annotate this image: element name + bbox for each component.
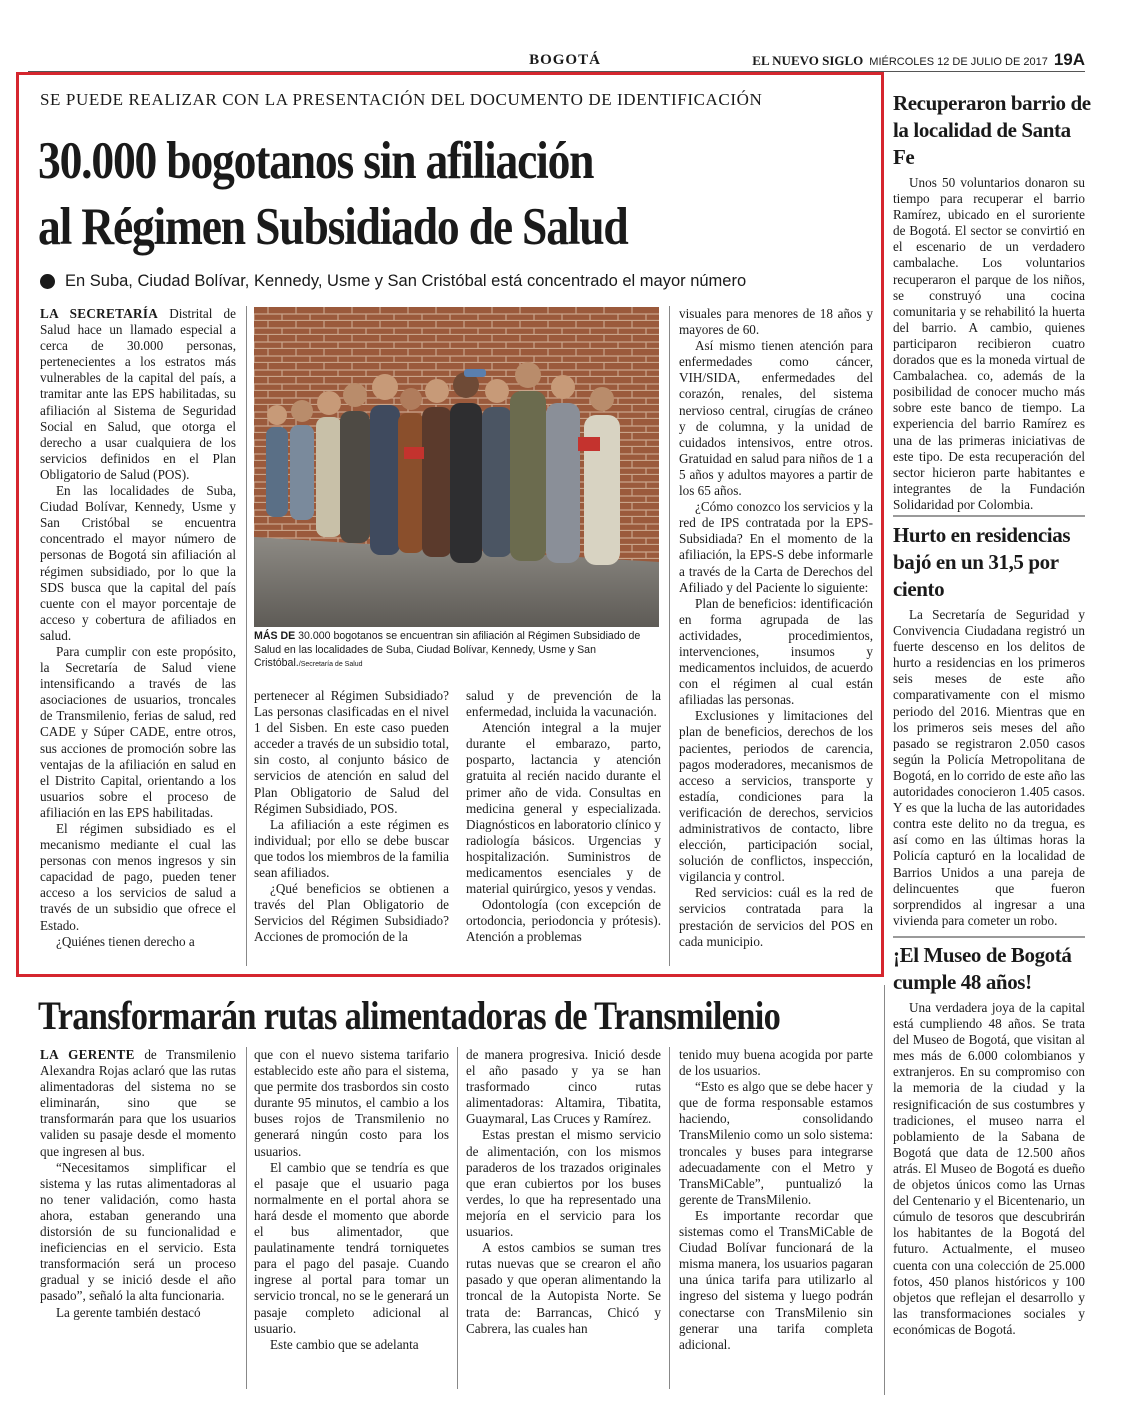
caption-lead: MÁS DE — [254, 630, 296, 642]
lead-in: LA GERENTE — [40, 1047, 135, 1062]
page-header-right — [752, 50, 1085, 70]
paragraph: En las localidades de Suba, Ciudad Bolívar, Kennedy, Usme y San Cristóbal se encuentra concentrado el mayor número de personas de Bogotá sin afiliación al régimen subsidiado, por lo que la SDS busca que la capital del país cuente con el mayor porcentaje de acceso y cobertura de afiliados en salud. — [40, 483, 236, 643]
column-divider — [669, 1047, 670, 1389]
paragraph: La afiliación a este régimen es individual; por ello se debe buscar que todos los miembros de la familia sean afiliados. — [254, 816, 449, 881]
subhead-text: En Suba, Ciudad Bolívar, Kennedy, Usme y San Cristóbal está concentrado el mayor número — [65, 272, 747, 290]
paragraph: El cambio que se tendría es que el pasaje que el usuario paga normalmente en el portal ahora se hará desde el momento que aborde el bus alimentador, que paulatinamente tendrá torniquetes para el pago del pasaje. Cuando ingrese al portal para tomar un servicio troncal, no se le generará un pasaje completo adicional al usuario. — [254, 1159, 449, 1336]
paragraph: salud y de prevención de la enfermedad, incluida la vacunación. — [466, 688, 661, 720]
paragraph: de manera progresiva. Inició desde el año pasado y ya se han trasformado cinco rutas alimentadoras: Altamira, Tibatita, Guaymaral, Las Cruces y Ramírez. — [466, 1047, 661, 1127]
column-divider — [246, 1047, 247, 1389]
paragraph-text: de Transmilenio Alexandra Rojas aclaró que las rutas alimentadoras del sistema no se eliminarán, sino que se transformarán para que los usuarios validen su pasaje desde el momento que ingresen al bus. — [40, 1047, 236, 1159]
paragraph: El régimen subsidiado es el mecanismo mediante el cual las personas con menos ingresos y sin capacidad de pago, pueden tener acceso a los servicios de salud a través de un subsidio que ofrece el Estado. — [40, 821, 236, 933]
paragraph: ¿Cómo conozco los servicios y la red de IPS contratada por la EPS-Subsidiada? En el momento de la afiliación, la EPS-S debe informarle a través de la Carta de Derechos del Afiliado y del Paciente lo siguiente: — [679, 499, 873, 595]
article-kicker: SE PUEDE REALIZAR CON LA PRESENTACIÓN DEL DOCUMENTO DE IDENTIFICACIÓN — [40, 90, 763, 109]
photo-group-queue — [254, 307, 659, 627]
article-photo — [254, 307, 659, 627]
paragraph: Red servicios: cuál es la red de servicios contratada para la prestación de servicios del POS en cada municipio. — [679, 885, 873, 949]
paragraph: La gerente también destacó — [56, 1304, 201, 1320]
article-column-3 — [466, 688, 661, 966]
paragraph: Este cambio que se adelanta — [270, 1336, 419, 1352]
paragraph: Estas prestan el mismo servicio de alimentación, con los mismos paraderos de los trazados originales que eran cubiertos por los buses verdes, lo que ha representado una mejoría en el servicio para los usuarios. — [466, 1127, 661, 1240]
column-divider — [246, 306, 247, 966]
column-divider — [457, 1047, 458, 1389]
newspaper-name: EL NUEVO SIGLO — [752, 53, 864, 68]
sidebar-headline-2: Hurto en residencias bajó en un 31,5 por ciento — [893, 523, 1071, 601]
paragraph: “Necesitamos simplificar el sistema y las rutas alimentadoras al no tener validación, como hasta ahora, estaban generando una distorsión de su funcionalidad e ineficiencias en el servicio. Esta transformación será un proceso gradual y se inició desde el año pasado”, señaló la alta funcionaria. — [40, 1159, 236, 1304]
sidebar-divider — [893, 936, 1085, 938]
sidebar-story-1 — [893, 175, 1085, 510]
paragraph: “Esto es algo que se debe hacer y que de forma responsable estamos haciendo, consolidando TransMilenio como un solo sistema: troncales y buses para integrarse adecuadamente con el Metro y TransMiCable”, puntualizó la gerente de TransMilenio. — [679, 1079, 873, 1207]
column-divider — [884, 985, 885, 1395]
bottom-article-headline: Transformarán rutas alimentadoras de Transmilenio — [38, 993, 781, 1038]
photo-credit: /Secretaría de Salud — [298, 661, 363, 668]
paragraph: Odontología (con excepción de ortodoncia, periodoncia y prótesis). Atención a problemas — [466, 897, 661, 945]
paragraph: ¿Quiénes tienen derecho a — [56, 933, 195, 949]
paragraph: visuales para menores de 18 años y mayores de 60. — [679, 306, 873, 338]
paragraph: Una verdadera joya de la capital está cumpliendo 48 años. Se trata del Museo de Bogotá, que visitan al mes más de 6.000 colombianos y extranjeros. En su compromiso con la memoria de la ciudad y la resignificación de sus costumbres y tradiciones, el museo narra el poblamiento de la Sabana de Bogotá que data de 12.500 años atrás. El Museo de Bogotá es dueño de objetos únicos como las Urnas del Centenario y el Bicentenario, un cúmulo de tesoros que descubrirán los habitantes de la Bogotá del futuro. Actualmente, el museo cuenta con una colección de 25.000 fotos, 450 planos históricos y 100 objetos que reflejan el desarrollo y las transformaciones sociales y económicas de Bogotá. — [893, 1000, 1085, 1337]
bottom-column-2 — [254, 1047, 449, 1389]
section-name: BOGOTÁ — [529, 52, 601, 68]
paragraph: pertenecer al Régimen Subsidiado? Las personas clasificadas en el nivel 1 del Sisben. En este caso pueden acceder a través de un subsidio total, sin costo, al conjunto básico de servicios de atención en salud del Plan Obligatorio de Salud del Régimen Subsidiado, POS. — [254, 688, 449, 816]
article-subhead — [40, 272, 870, 291]
paragraph — [40, 306, 236, 483]
paragraph: Unos 50 voluntarios donaron su tiempo para recuperar el barrio Ramírez, ubicado en el suroriente de Bogotá. El sector se convirtió en el escenario de un verdadero cambalache. Los voluntarios recuperaron el parque de los niños, se construyó una cocina comunitaria y se rehabilitó la huerta del barrio. A cambio, quienes participaron recibieron cuatro dorados que es la moneda virtual de Cambalachea. co, además de la posibilidad de conocer mucho más sobre este banco de tiempo. La experiencia del barrio Ramírez es una de las primeras iniciativas de este tipo. De esta recuperación del sector hicieron parte habitantes e integrantes de la Fundación Solidaridad por Colombia. — [893, 175, 1085, 512]
page-number: 19A — [1053, 50, 1085, 69]
article-column-1 — [40, 306, 236, 966]
sidebar-story-3 — [893, 1000, 1085, 1390]
caption-text: 30.000 bogotanos se encuentran sin afiliación al Régimen Subsidiado de Salud en las localidades de Suba, Ciudad Bolívar, Kennedy, Usme y San Cristóbal. — [254, 630, 641, 669]
paragraph: Para cumplir con este propósito, la Secretaría de Salud viene intensificando a través de las asociaciones de usuarios, troncales de Transmilenio, ferias de salud, red CADE y Súper CADE, entre otros, sus acciones de promoción sobre las ventajas de la afiliación en salud en el Distrito Capital, orientando a los usuarios sobre el proceso de afiliación en las EPS habilitadas. — [40, 643, 236, 820]
paragraph: que con el nuevo sistema tarifario establecido este año para el sistema, que permite dos trasbordos sin costo durante 95 minutos, el cambio a los buses rojos de Transmilenio no generará ningún costo para los usuarios. — [254, 1047, 449, 1159]
sidebar-story-2 — [893, 607, 1085, 932]
sidebar-headline-3: ¡El Museo de Bogotá cumple 48 años! — [893, 943, 1072, 994]
paragraph: Plan de beneficios: identificación en forma agrupada de las actividades, procedimientos, intervenciones, insumos y medicamentos incluidos, de acuerdo con el régimen al cual están afiliadas las personas. — [679, 595, 873, 708]
article-column-2 — [254, 688, 449, 966]
paragraph: Es importante recordar que sistemas como el TransMiCable de Ciudad Bolívar funcionará de la misma manera, los usuarios pagaran una única tarifa para utilizarlo al ingreso del sistema y luego podrán conectarse con TransMilenio sin generar una tarifa completa adicional. — [679, 1207, 873, 1352]
issue-date: MIÉRCOLES 12 DE JULIO DE 2017 — [869, 56, 1048, 68]
headline-line-1: 30.000 bogotanos sin afiliación — [38, 132, 594, 190]
column-divider — [669, 306, 670, 966]
headline-line-2: al Régimen Subsidiado de Salud — [38, 198, 628, 256]
bottom-column-1 — [40, 1047, 236, 1389]
bottom-column-4 — [679, 1047, 873, 1389]
bullet-icon — [40, 274, 55, 289]
paragraph — [40, 1047, 236, 1160]
paragraph-text: Distrital de Salud hace un llamado especial a cerca de 30.000 personas, pertenecientes a los estratos más vulnerables de la capital del país, a tramitar ante las EPS habilitadas, su afiliación al Sistema de Seguridad Social en Salud, que otorga el derecho a usar cualquiera de los servicios definidos en el Plan Obligatorio de Salud (POS). — [40, 306, 236, 482]
paragraph: Atención integral a la mujer durante el embarazo, parto, posparto, lactancia y atención gratuita al recién nacido durante el primer año de vida. Consultas en medicina general y especializada. Diagnósticos en laboratorio clínico y radiología básicos. Urgencias y hospitalización. Suministros de medicamentos esenciales y de material quirúrgico, yesos y vendas. — [466, 720, 661, 897]
paragraph: ¿Qué beneficios se obtienen a través del Plan Obligatorio de Servicios del Régimen Subsidiado? Acciones de promoción de la — [254, 881, 449, 945]
paragraph: Así mismo tienen atención para enfermedades como cáncer, VIH/SIDA, enfermedades del corazón, renales, del sistema nervioso central, cirugías de cráneo y de columna, y la unidad de cuidados intensivos, entre otros. Gratuidad en salud para niños de 1 a 5 años y adultos mayores a partir de los 65 años. — [679, 338, 873, 499]
photo-caption — [254, 630, 659, 672]
bottom-column-3 — [466, 1047, 661, 1389]
paragraph: La Secretaría de Seguridad y Convivencia Ciudadana registró un fuerte descenso en los delitos de hurto a residencias en los primeros seis meses de este año comparativamente con el mismo periodo del 2016. Mientras que en los primeros seis meses del año pasado se registraron 2.050 casos según la Policía Metropolitana de Bogotá, en lo corrido de este año las autoridades conocieron 1.405 casos. Y es que la lucha de las autoridades contra este delito no da tregua, es así como en las últimas horas la Policía capturó en la localidad de Barrios Unidos a una pareja de delincuentes que fueron sorprendidos al ingresar a una vivienda para cometer un robo. — [893, 607, 1085, 928]
article-headline — [38, 128, 752, 260]
lead-in: LA SECRETARÍA — [40, 306, 159, 321]
paragraph: tenido muy buena acogida por parte de los usuarios. — [679, 1047, 873, 1079]
sidebar-headline-1: Recuperaron barrio de la localidad de Santa Fe — [893, 91, 1091, 169]
sidebar-divider — [893, 515, 1085, 517]
paragraph: Exclusiones y limitaciones del plan de beneficios, derechos de los pacientes, periodos de carencia, pagos moderadores, mecanismos de acceso a servicios, transporte y estadía, condiciones para la verificación de derechos, servicios administrativos de contacto, libre elección, participación social, solución de conflictos, inspección, vigilancia y control. — [679, 708, 873, 885]
paragraph: A estos cambios se suman tres rutas nuevas que se crearon el año pasado y que operan alimentando la troncal de la Autopista Norte. Se trata de: Barrancas, Chicó y Cabrera, las cuales han — [466, 1240, 661, 1336]
article-column-4 — [679, 306, 873, 966]
